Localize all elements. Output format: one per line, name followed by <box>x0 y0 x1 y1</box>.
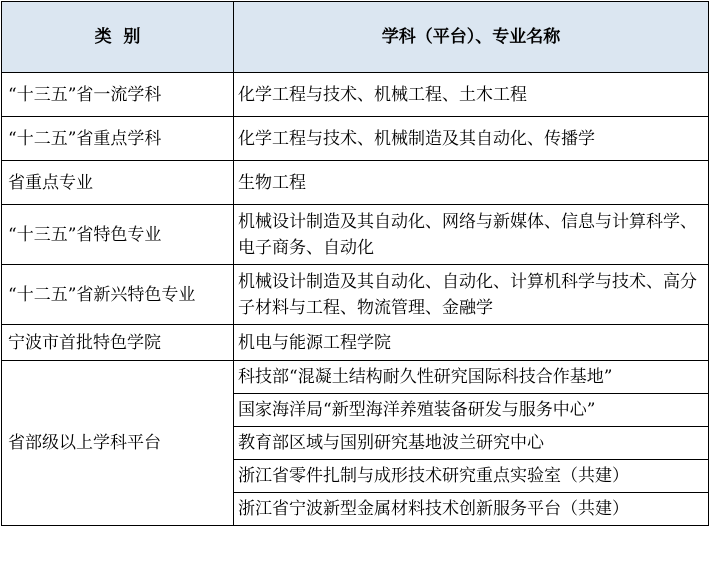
table-header-row <box>2 2 709 73</box>
table-row <box>2 161 709 205</box>
header-category: 类 别 <box>2 2 234 73</box>
row-category: “十三五”省一流学科 <box>2 73 234 117</box>
table-row <box>2 73 709 117</box>
row-disciplines: 化学工程与技术、机械工程、土木工程 <box>234 73 709 117</box>
platform-item: 浙江省零件扎制与成形技术研究重点实验室（共建） <box>234 460 709 493</box>
table-row <box>2 205 709 265</box>
row-category: “十三五”省特色专业 <box>2 205 234 265</box>
row-disciplines: 机械设计制造及其自动化、自动化、计算机科学与技术、高分子材料与工程、物流管理、金融学 <box>234 265 709 325</box>
table-row <box>2 117 709 161</box>
row-category: 宁波市首批特色学院 <box>2 325 234 361</box>
row-disciplines: 机电与能源工程学院 <box>234 325 709 361</box>
row-disciplines: 生物工程 <box>234 161 709 205</box>
table-row <box>2 361 709 394</box>
row-category: 省重点专业 <box>2 161 234 205</box>
row-disciplines: 机械设计制造及其自动化、网络与新媒体、信息与计算科学、电子商务、自动化 <box>234 205 709 265</box>
table-row <box>2 265 709 325</box>
platform-item: 浙江省宁波新型金属材料技术创新服务平台（共建） <box>234 493 709 526</box>
row-disciplines: 化学工程与技术、机械制造及其自动化、传播学 <box>234 117 709 161</box>
disciplines-table <box>1 1 709 526</box>
platform-item: 国家海洋局“新型海洋养殖装备研发与服务中心” <box>234 394 709 427</box>
platform-category: 省部级以上学科平台 <box>2 361 234 526</box>
table-row <box>2 325 709 361</box>
platform-item: 教育部区域与国别研究基地波兰研究中心 <box>234 427 709 460</box>
row-category: “十二五”省新兴特色专业 <box>2 265 234 325</box>
row-category: “十二五”省重点学科 <box>2 117 234 161</box>
header-discipline: 学科（平台）、专业名称 <box>234 2 709 73</box>
platform-item: 科技部“混凝土结构耐久性研究国际科技合作基地” <box>234 361 709 394</box>
